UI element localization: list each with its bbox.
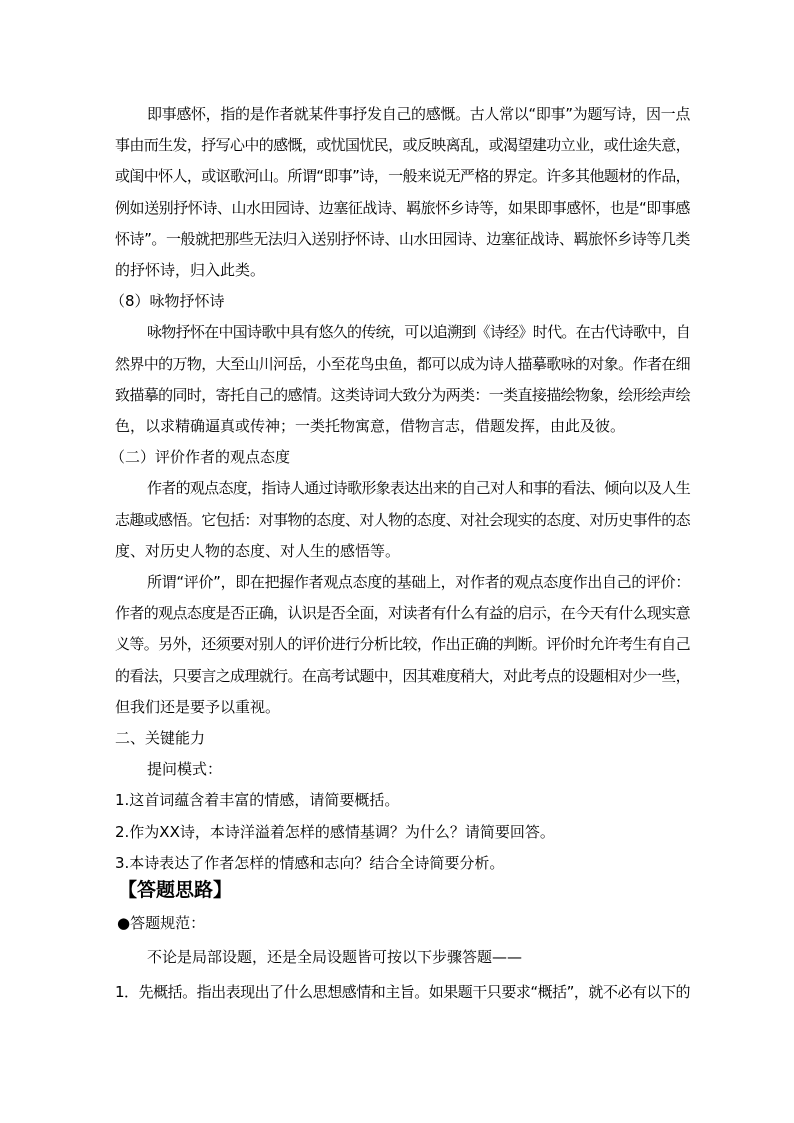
paragraph-line: 色，以求精确逼真或传神；一类托物寓意，借物言志，借题发挥，由此及彼。 [115,417,626,435]
question-item: 1.这首词蕴含着丰富的情感，请简要概括。 [115,791,400,809]
paragraph-line: 志趣或感悟。它包括：对事物的态度、对人物的态度、对社会现实的态度、对历史事件的态 [115,511,691,529]
paragraph-line: 不论是局部设题，还是全局设题皆可按以下步骤答题—— [147,948,523,966]
question-item: 3.本诗表达了作者怎样的情感和志向？结合全诗简要分析。 [115,854,505,872]
paragraph-line: 所谓“评价”，即在把握作者观点态度的基础上，对作者的观点态度作出自己的评价： [147,573,691,591]
section-heading: 二、关键能力 [115,729,206,747]
section-heading: （8）咏物抒怀诗 [110,292,225,310]
paragraph-line: 例如送别抒怀诗、山水田园诗、边塞征战诗、羁旅怀乡诗等，如果即事感怀，也是“即事感 [115,199,690,217]
paragraph-line: 度、对历史人物的态度、对人生的感悟等。 [115,542,401,560]
paragraph-line: 1．先概括。指出表现出了什么思想感情和主旨。如果题干只要求“概括”，就不必有以下的 [115,983,690,1001]
paragraph-line: 作者的观点态度是否正确，认识是否全面，对读者有什么有益的启示，在今天有什么现实意 [115,604,691,622]
paragraph-line: 作者的观点态度，指诗人通过诗歌形象表达出来的自己对人和事的看法、倾向以及人生 [147,479,690,497]
answer-approach-heading: 【答题思路】 [118,879,233,901]
paragraph-line: 致描摹的同时，寄托自己的感情。这类诗词大致分为两类：一类直接描绘物象，绘形绘声绘 [115,386,691,404]
paragraph-line: 然界中的万物，大至山川河岳，小至花鸟虫鱼，都可以成为诗人描摹歌咏的对象。作者在细 [115,355,691,373]
paragraph-line: 事由而生发，抒写心中的感慨，或忧国忧民，或反映离乱，或渴望建功立业，或仕途失意， [115,136,691,154]
paragraph-line: 或闺中怀人，或讴歌河山。所谓“即事”诗，一般来说无严格的界定。许多其他题材的作品， [115,167,691,185]
paragraph-line: 的抒怀诗，归入此类。 [115,261,266,279]
paragraph-line: 但我们还是要予以重视。 [115,698,281,716]
answer-spec-label: ●答题规范： [117,914,206,932]
question-item: 2.作为XX诗，本诗洋溢着怎样的感情基调？为什么？请简要回答。 [115,823,555,841]
paragraph-line: 怀诗”。一般就把那些无法归入送别抒怀诗、山水田园诗、边塞征战诗、羁旅怀乡诗等几类 [115,230,690,248]
paragraph-line: 义等。另外，还须要对别人的评价进行分析比较，作出正确的判断。评价时允许考生有自己 [115,635,691,653]
paragraph-line: 提问模式： [147,760,223,778]
paragraph-line: 的看法，只要言之成理就行。在高考试题中，因其难度稍大，对此考点的设题相对少一些， [115,667,691,685]
section-heading: （二）评价作者的观点态度 [110,448,291,466]
paragraph-line: 咏物抒怀在中国诗歌中具有悠久的传统，可以追溯到《诗经》时代。在古代诗歌中，自 [147,323,690,341]
paragraph-line: 即事感怀，指的是作者就某件事抒发自己的感慨。古人常以“即事”为题写诗，因一点 [147,105,691,123]
